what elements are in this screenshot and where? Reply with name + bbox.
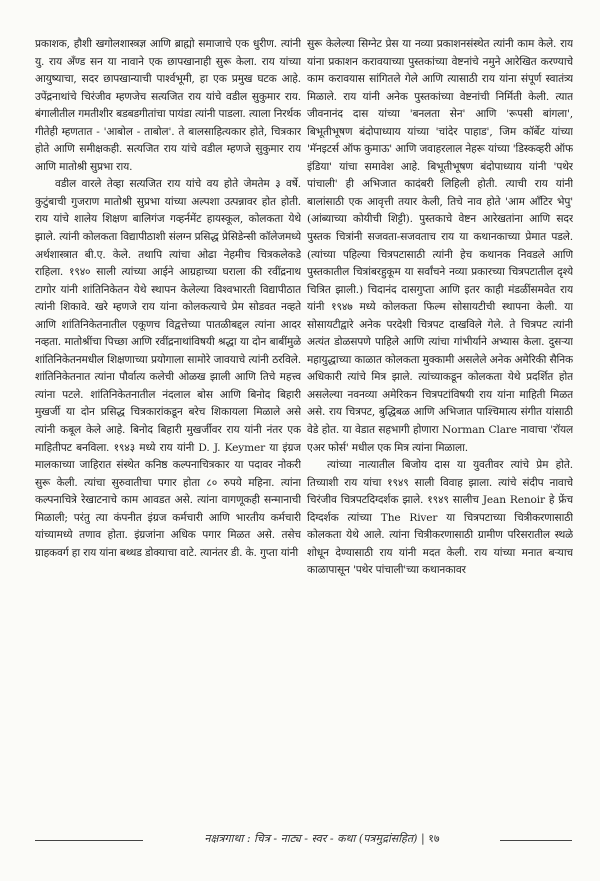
footer-separator: |: [420, 832, 425, 845]
left-column: [35, 36, 301, 822]
page-number: १७: [428, 832, 440, 845]
footer-rule-left: [35, 840, 143, 841]
page-footer: [0, 828, 600, 854]
left-paragraph-1: प्रकाशक, हौशी खगोलशास्त्रज्ञ आणि ब्राह्मो समाजाचे एक धुरीण. त्यांनी यु. राय अँण्ड सन या नावाने एक छापखानाही सुरू केला. राय यांच्या आयुष्याचा, सदर छापखान्याची पार्श्वभूमी, हा एक प्रमुख घटक आहे. उपेंद्रनाथांचे चिरंजीव म्हणजेच सत्यजित राय यांचे वडील सुकुमार राय. बंगालीतील गमतीशीर बडबडगीतांचा पायंडा त्यांनी पाडला. त्याला निरर्थक गीतेही म्हणतात - 'आबोल - ताबोल'. ते बालसाहित्यकार होते, चित्रकार होते आणि समीक्षकही. सत्यजित राय यांचे वडील म्हणजे सुकुमार राय आणि मातोश्री सुप्रभा राय.: [35, 38, 301, 173]
right-paragraph-1: सुरू केलेल्या सिग्नेट प्रेस या नव्या प्रकाशनसंस्थेत त्यांनी काम केले. राय यांना प्रकाशन करावयाच्या पुस्तकांच्या वेष्टनांचे नमुने आरेखित करण्याचे काम करावयास सांगितले गेले आणि त्यासाठी राय यांना संपूर्ण स्वातंत्र्य मिळाले. राय यांनी अनेक पुस्तकांच्या वेष्टनांची निर्मिती केली. त्यात जीवनानंद दास यांच्या 'बनलता सेन' आणि 'रूपसी बांगला', बिभूतीभूषण बंदोपाध्याय यांच्या 'चांदेर पाहाड', जिम कॉर्बेट यांच्या 'मॅनइटर्स ऑफ कुमाऊ' आणि जवाहरलाल नेहरू यांच्या 'डिस्कव्हरी ऑफ इंडिया' यांचा समावेश आहे. बिभूतीभूषण बंदोपाध्याय यांनी 'पथेर पांचाली' ही अभिजात कादंबरी लिहिली होती. त्याची राय यांनी बालांसाठी एक आवृत्ती तयार केली, तिचे नाव होते 'आम आँटिर भेपु' (आंब्याच्या कोयीची शिट्टी). पुस्तकाचे वेष्टन आरेखतांना आणि सदर पुस्तक चित्रांनी सजवता-सजवताच राय या कथानकाच्या प्रेमात पडले. (त्यांच्या पहिल्या चित्रपटासाठी त्यांनी हेच कथानक निवडले आणि पुस्तकातील चित्रांबरहुकूम या सर्वांचने नव्या प्रकारच्या चित्रपटातील दृश्ये चित्रित झाली.) चिदानंद दासगुप्ता आणि इतर काही मंडळींसमवेत राय यांनी १९४७ मध्ये कोलकता फिल्म सोसायटीची स्थापना केली. या सोसायटीद्वारे अनेक परदेशी चित्रपट दाखविले गेले. ते चित्रपट त्यांनी अत्यंत डोळसपणे पाहिले आणि त्यांचा गांभीर्याने अभ्यास केला. दुसऱ्या महायुद्धाच्या काळात कोलकता मुक्कामी असलेले अनेक अमेरिकी सैनिक अधिकारी त्यांचे मित्र झाले. त्यांच्याकडून कोलकता येथे प्रदर्शित होत असलेल्या नवनव्या अमेरिकन चित्रपटांविषयी राय यांना माहिती मिळत असे. राय चित्रपट, बुद्धिबळ आणि अभिजात पाश्चिमात्य संगीत यांसाठी वेडे होत. या वेडात सहभागी होणारा Norman Clare नावाचा 'रॉयल एअर फोर्स' मधील एक मित्र त्यांना मिळाला.: [307, 38, 573, 454]
running-title: नक्षत्रगाथा : चित्र - नाट्य - स्वर - कथा (पत्रमुद्रांसहित): [204, 832, 418, 845]
footer-rule-right: [500, 840, 572, 841]
right-paragraph-2: त्यांच्या नात्यातील बिजोय दास या युवतीवर त्यांचे प्रेम होते. तिच्याशी राय यांचा १९४९ साली विवाह झाला. त्यांचे संदीप नावाचे चिरंजीव चित्रपटदिग्दर्शक झाले. १९४९ सालीच Jean Renoir हे फ्रेंच दिग्दर्शक त्यांच्या The River या चित्रपटाच्या चित्रीकरणासाठी कोलकता येथे आले. त्यांना चित्रीकरणासाठी ग्रामीण परिसरातील स्थळे शोधून देण्यासाठी राय यांनी मदत केली. राय यांच्या मनात बऱ्याच काळापासून 'पथेर पांचाली'च्या कथानकावर: [307, 459, 573, 577]
left-paragraph-2: वडील वारले तेव्हा सत्यजित राय यांचे वय होते जेमतेम ३ वर्षे. कुटुंबाची गुजराण मातोश्री सुप्रभा यांच्या अल्पशा उत्पन्नावर होत होती. राय यांचे शालेय शिक्षण बालिगंज गव्हर्नमेंट हायस्कूल, कोलकता येथे झाले. त्यांनी कोलकता विद्यापीठाशी संलग्न प्रसिद्ध प्रेसिडेन्सी कॉलेजमध्ये अर्थशास्त्रात बी.ए. केले. तथापि त्यांचा ओढा नेहमीच चित्रकलेकडे राहिला. १९४० साली त्यांच्या आईने आग्रहाच्या घराला की रवींद्रनाथ टागोर यांनी शांतिनिकेतन येथे स्थापन केलेल्या विश्वभारती विद्यापीठात त्यांनी शिकावे. खरे म्हणजे राय यांना कोलकत्याचे प्रेम सोडवत नव्हते आणि शांतिनिकेतनातील एकूणच विद्वत्तेच्या पातळीबद्दल त्यांना आदर नव्हता. मातोश्रींचा पिच्छा आणि रवींद्रनाथांविषयी श्रद्धा या दोन बाबींमुळे शांतिनिकेतनमधील शिक्षणाच्या प्रयोगाला सामोरे जावयाचे त्यांनी ठरविले. शांतिनिकेतनात त्यांना पौर्वात्य कलेची ओळख झाली आणि तिचे महत्त्व त्यांना पटले. शांतिनिकेतनातील नंदलाल बोस आणि बिनोद बिहारी मुखर्जी या दोन प्रसिद्ध चित्रकारांकडून बरेच शिकायला मिळाले असे त्यांनी कबूल केले आहे. बिनोद बिहारी मुखर्जीवर राय यांनी नंतर एक माहितीपट बनविला. १९४३ मध्ये राय यांनी D. J. Keymer या इंग्रज मालकाच्या जाहिरात संस्थेत कनिष्ठ कल्पनाचित्रकार या पदावर नोकरी सुरू केली. त्यांचा सुरुवातीचा पगार होता ८० रुपये महिना. त्यांना कल्पनाचित्रे रेखाटनाचे काम आवडत असे. त्यांना वागणूकही सन्मानाची मिळाली; परंतु त्या कंपनीत इंग्रज कर्मचारी आणि भारतीय कर्मचारी यांच्यामध्ये तणाव होता. इंग्रजांना अधिक पगार मिळत असे. तसेच ग्राहकवर्ग हा राय यांना बथ्थड डोक्याचा वाटे. त्यानंतर डी. के. गुप्ता यांनी: [35, 178, 301, 559]
right-column: [307, 36, 573, 822]
footer-text: [148, 831, 496, 846]
